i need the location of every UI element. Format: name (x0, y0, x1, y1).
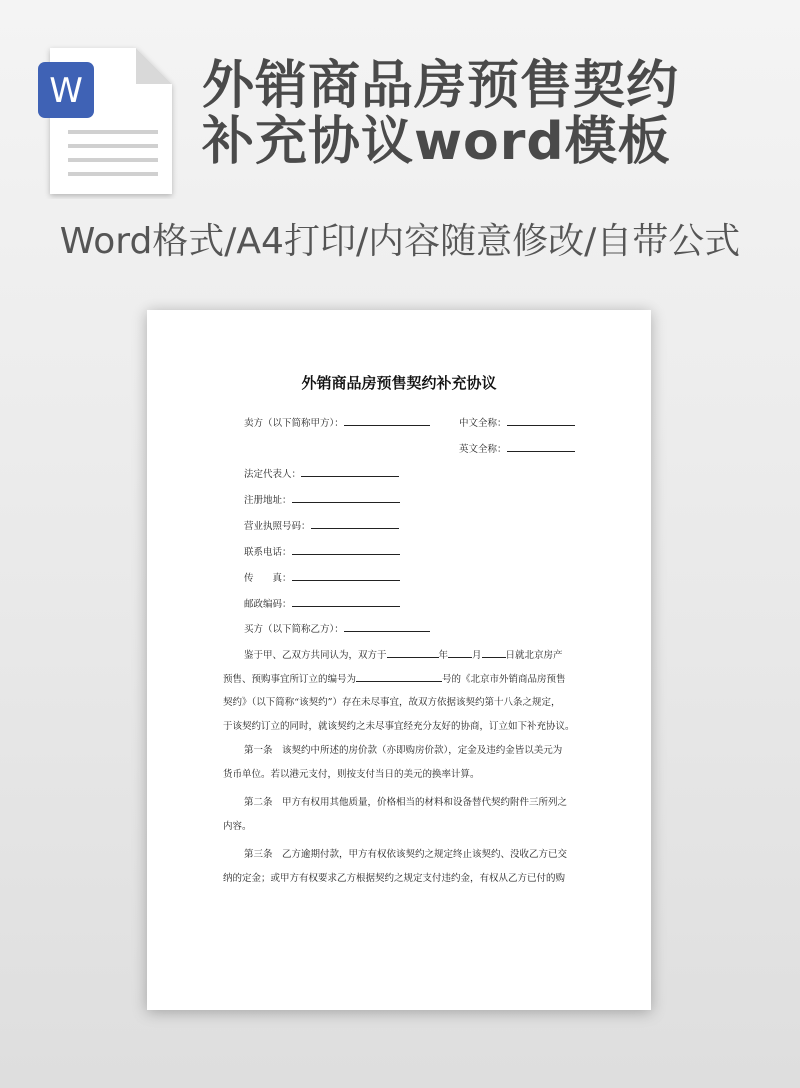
field-label: 营业执照号码： (244, 521, 311, 532)
buyer-field (244, 622, 430, 637)
field-blank (311, 519, 399, 529)
blank-month (448, 648, 472, 658)
field-label: 联系电话： (244, 547, 292, 558)
field-fax (244, 571, 400, 586)
seller-field (244, 416, 430, 431)
buyer-label: 买方（以下简称乙方）： (244, 624, 344, 635)
page-title-line-2: 补充协议word模板 (202, 112, 671, 172)
field-label: 传 真： (244, 573, 292, 584)
article-1-line-1: 第一条 该契约中所述的房价款（亦即购房价款），定金及违约金皆以美元为 (244, 745, 563, 756)
field-phone (244, 545, 400, 560)
article-3-line-2: 纳的定金；或甲方有权要求乙方根据契约之规定支付违约金，有权从乙方已付的购 (223, 873, 566, 884)
article-3-line-1: 第三条 乙方逾期付款，甲方有权依该契约之规定终止该契约、没收乙方已交 (244, 849, 568, 860)
en-name-label: 英文全称： (459, 444, 507, 455)
en-name-blank (507, 442, 575, 452)
document-page (147, 310, 651, 1010)
seller-blank (344, 416, 430, 426)
page-header (0, 0, 800, 210)
field-blank (292, 493, 400, 503)
blank-contract-number (356, 672, 442, 682)
cn-name-blank (507, 416, 575, 426)
field-legal-rep (244, 467, 399, 482)
paragraph-1-line-2 (223, 672, 579, 687)
text-span: 月 (472, 650, 482, 661)
blank-year (387, 648, 439, 658)
paragraph-1-line-3: 契约》（以下简称“该契约”）存在未尽事宜，故双方依据该契约第十八条之规定， (223, 697, 561, 708)
buyer-blank (344, 622, 430, 632)
article-1-line-2: 货币单位。若以港元支付，则按支付当日的美元的换率计算。 (223, 769, 480, 780)
text-span: 号的《北京市外销商品房预售 (442, 674, 566, 685)
field-license (244, 519, 399, 534)
article-2-line-1: 第二条 甲方有权用其他质量，价格相当的材料和设备替代契约附件三所列之 (244, 797, 568, 808)
svg-text:W: W (49, 71, 83, 111)
page-title-line-1: 外销商品房预售契约 (202, 56, 680, 116)
article-2-line-2: 内容。 (223, 821, 252, 832)
field-blank (292, 571, 400, 581)
text-span: 年 (438, 650, 449, 661)
text-span: 预售、预购事宜所订立的编号为 (223, 674, 357, 685)
cn-name-field (459, 416, 575, 431)
field-address (244, 493, 400, 508)
page-subtitle: Word格式/A4打印/内容随意修改/自带公式 (59, 221, 741, 262)
paragraph-1-line-4: 于该契约订立的同时，就该契约之未尽事宜经充分友好的协商，订立如下补充协议。 (223, 721, 575, 732)
field-postcode (244, 597, 400, 612)
text-span: 鉴于甲、乙双方共同认为，双方于 (244, 650, 387, 661)
word-file-icon (38, 44, 178, 199)
field-label: 邮政编码： (244, 599, 292, 610)
paragraph-1-line-1 (244, 648, 579, 663)
field-blank (292, 597, 400, 607)
field-blank (292, 545, 400, 555)
document-preview (147, 310, 651, 1010)
blank-day (482, 648, 506, 658)
field-label: 注册地址： (244, 495, 292, 506)
seller-label: 卖方（以下简称甲方）： (244, 418, 344, 429)
en-name-field (459, 442, 575, 457)
text-span: 日就北京房产 (505, 650, 563, 661)
field-blank (301, 467, 399, 477)
field-label: 法定代表人： (244, 469, 302, 480)
cn-name-label: 中文全称： (459, 418, 507, 429)
document-title: 外销商品房预售契约补充协议 (301, 374, 497, 392)
